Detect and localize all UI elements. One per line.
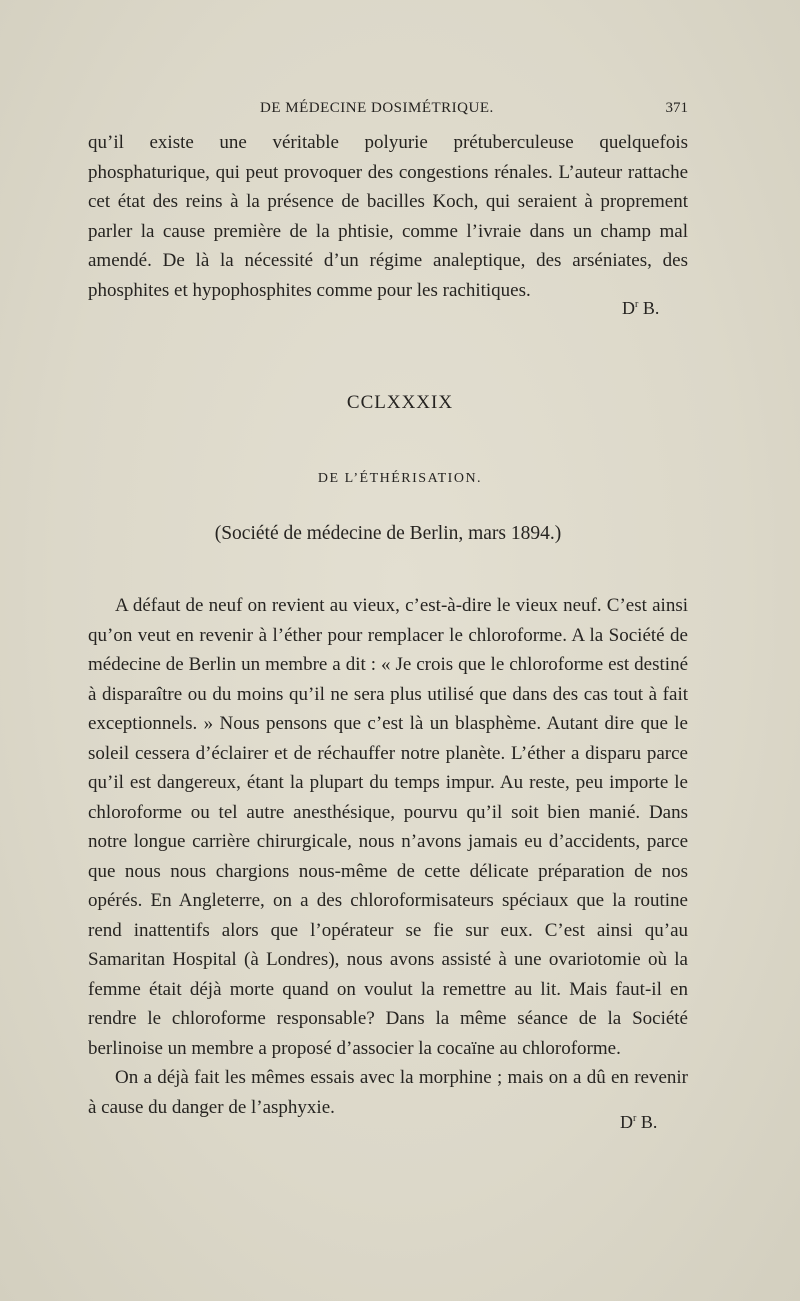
signature-sup: r xyxy=(633,1113,637,1124)
intro-paragraph: qu’il existe une véritable polyurie prétuberculeuse quelquefois phosphaturique, qui peut provoquer des congestions rénales. L’auteur rattache cet état des reins à la présence de bacilles Koch, qui seraient à proprement parler la cause première de la phtisie, comme l’ivraie dans un champ mal amendé. De là la nécessité d’un régime analeptique, des arséniates, des phosphites et hypophosphites comme pour les rachitiques. xyxy=(88,132,688,301)
chapter-body xyxy=(88,591,688,1122)
chapter-source: (Société de médecine de Berlin, mars 1894.) xyxy=(214,523,562,544)
chapter-signature xyxy=(620,1112,657,1133)
body-paragraph-1: A défaut de neuf on revient au vieux, c’est-à-dire le vieux neuf. C’est ainsi qu’on veut en revenir à l’éther pour remplacer le chloroforme. A la Société de médecine de Berlin un membre a dit : « Je crois que le chloroforme est destiné à disparaître ou du moins qu’il ne sera plus utilisé que dans des cas tout à fait exceptionnels. » Nous pensons que c’est là un blasphème. Autant dire que le soleil cessera d’éclairer et de réchauffer notre planète. L’éther a disparu parce qu’il est dangereux, étant la plupart du temps impur. Au reste, peu importe le chloroforme ou tel autre anesthésique, pourvu qu’il soit bien manié. Dans notre longue carrière chirurgicale, nous n’avons jamais eu d’accidents, parce que nous nous chargions nous-même de cette délicate préparation de nos opérés. En Angleterre, on a des chloroformisateurs spéciaux que la routine rend inattentifs alors que l’opérateur se fie sur eux. C’est ainsi qu’au Samaritan Hospital (à Londres), nous avons assisté à une ovariotomie où la femme était déjà morte quand on voulut la remettre au lit. Mais faut-il en rendre le chloroforme responsable? Dans la même séance de la Société berlinoise un membre a proposé d’associer la cocaïne au chloroforme. xyxy=(88,595,688,1059)
chapter-title: DE L’ÉTHÉRISATION. xyxy=(317,471,483,486)
signature-sup: r xyxy=(635,299,639,310)
running-head: DE MÉDECINE DOSIMÉTRIQUE. xyxy=(260,100,494,116)
signature-prefix: D xyxy=(622,298,635,318)
intro-block xyxy=(88,128,688,305)
page-number: 371 xyxy=(665,100,688,116)
signature-name: B. xyxy=(638,298,660,318)
body-paragraph-2: On a déjà fait les mêmes essais avec la morphine ; mais on a dû en revenir à cause du danger de l’asphyxie. xyxy=(88,1067,688,1118)
signature-prefix: D xyxy=(620,1112,633,1132)
signature-name: B. xyxy=(636,1112,658,1132)
intro-signature xyxy=(622,298,659,319)
chapter-number: CCLXXXIX xyxy=(346,392,454,413)
